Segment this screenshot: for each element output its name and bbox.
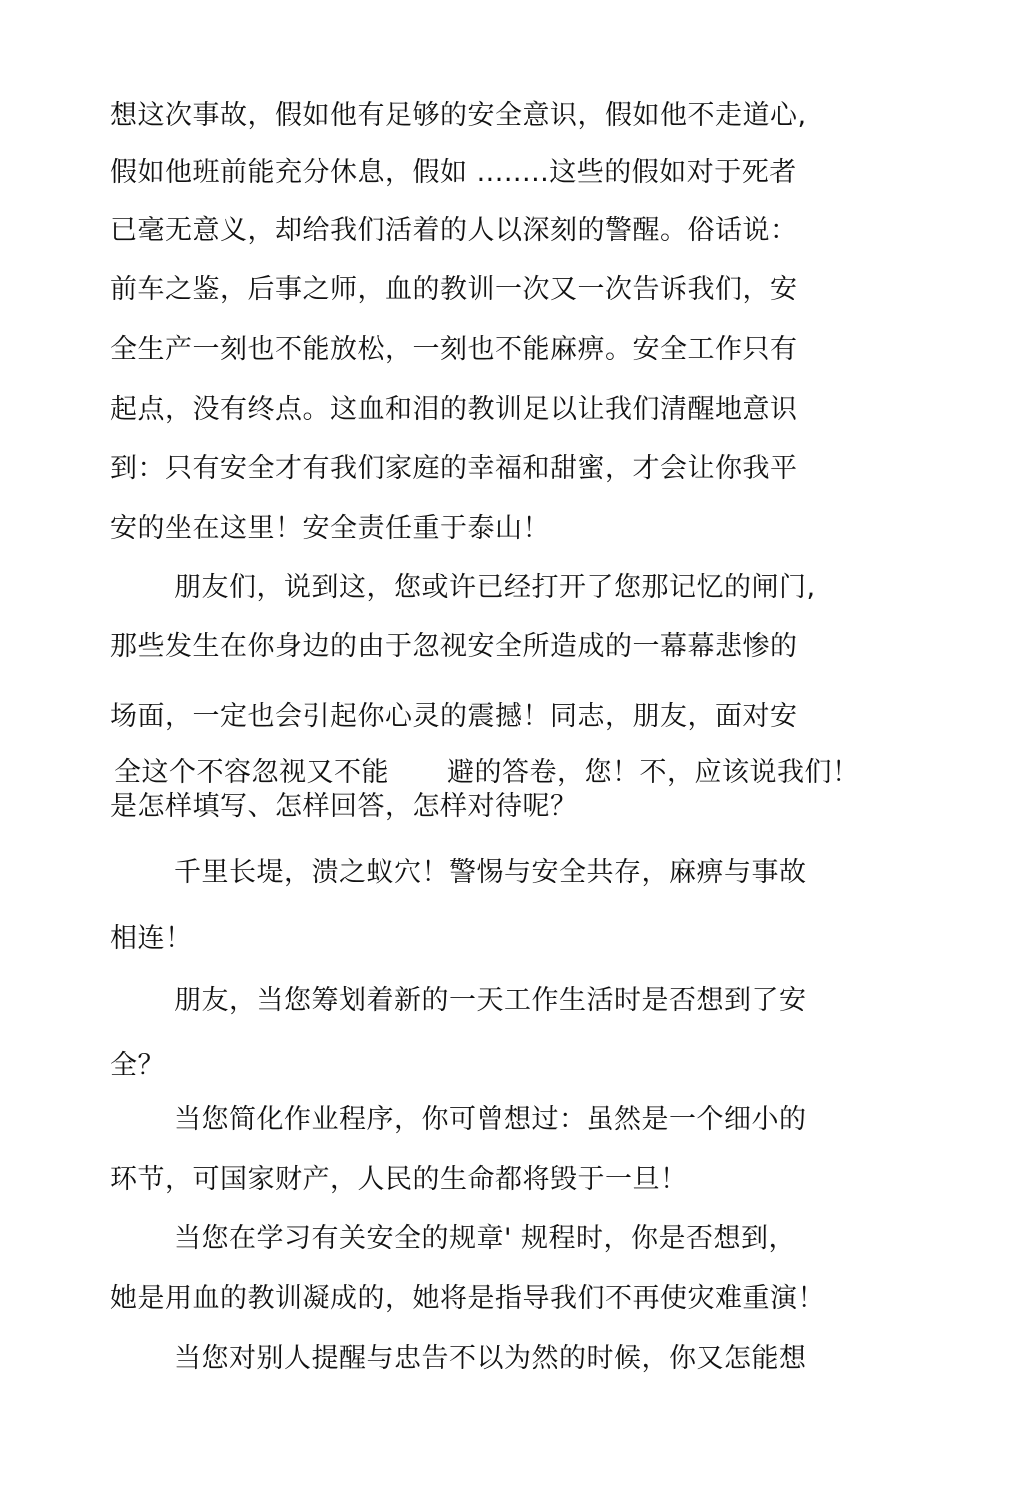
text-line: 全生产一刻也不能放松，一刻也不能麻痹。安全工作只有	[110, 334, 798, 365]
paragraph-start-line: 当您简化作业程序，你可曾想过：虽然是一个细小的	[174, 1104, 807, 1135]
text-line: 起点，没有终点。这血和泪的教训足以让我们清醒地意识	[110, 394, 798, 425]
text-line: 是怎样填写、怎样回答，怎样对待呢？	[110, 791, 578, 822]
paragraph-start-line: 当您对别人提醒与忠告不以为然的时候，你又怎能想	[174, 1343, 807, 1374]
paragraph-start-line: 朋友，当您筹划着新的一天工作生活时是否想到了安	[174, 985, 807, 1016]
paragraph-start-line: 千里长堤，溃之蚁穴！警惕与安全共存，麻痹与事故	[174, 857, 807, 888]
text-line: 场面，一定也会引起你心灵的震撼！同志，朋友，面对安	[110, 701, 798, 732]
text-segment: 全这个不容忽视又不能	[114, 757, 389, 788]
text-line: 到：只有安全才有我们家庭的幸福和甜蜜，才会让你我平	[110, 453, 798, 484]
text-segment: 避的答卷，您！不，应该说我们！	[447, 757, 860, 788]
text-line: 全？	[110, 1050, 165, 1081]
text-line: 已毫无意义，却给我们活着的人以深刻的警醒。俗话说：	[110, 215, 798, 246]
text-line: 想这次事故，假如他有足够的安全意识，假如他不走道心,	[110, 100, 807, 131]
text-line: 那些发生在你身边的由于忽视安全所造成的一幕幕悲惨的	[110, 631, 798, 662]
paragraph-start-line: 当您在学习有关安全的规章' 规程时，你是否想到，	[174, 1223, 797, 1254]
text-line-split	[114, 756, 860, 790]
paragraph-start-line: 朋友们，说到这，您或许已经打开了您那记忆的闸门,	[174, 572, 816, 603]
text-line: 安的坐在这里！安全责任重于泰山！	[110, 513, 550, 544]
text-line: 她是用血的教训凝成的，她将是指导我们不再使灾难重演！	[110, 1283, 825, 1314]
text-line: 前车之鉴，后事之师，血的教训一次又一次告诉我们，安	[110, 274, 798, 305]
text-line: 假如他班前能充分休息，假如 ........这些的假如对于死者	[110, 157, 797, 188]
text-line: 相连！	[110, 923, 193, 954]
text-line: 环节，可国家财产，人民的生命都将毁于一旦！	[110, 1164, 688, 1195]
